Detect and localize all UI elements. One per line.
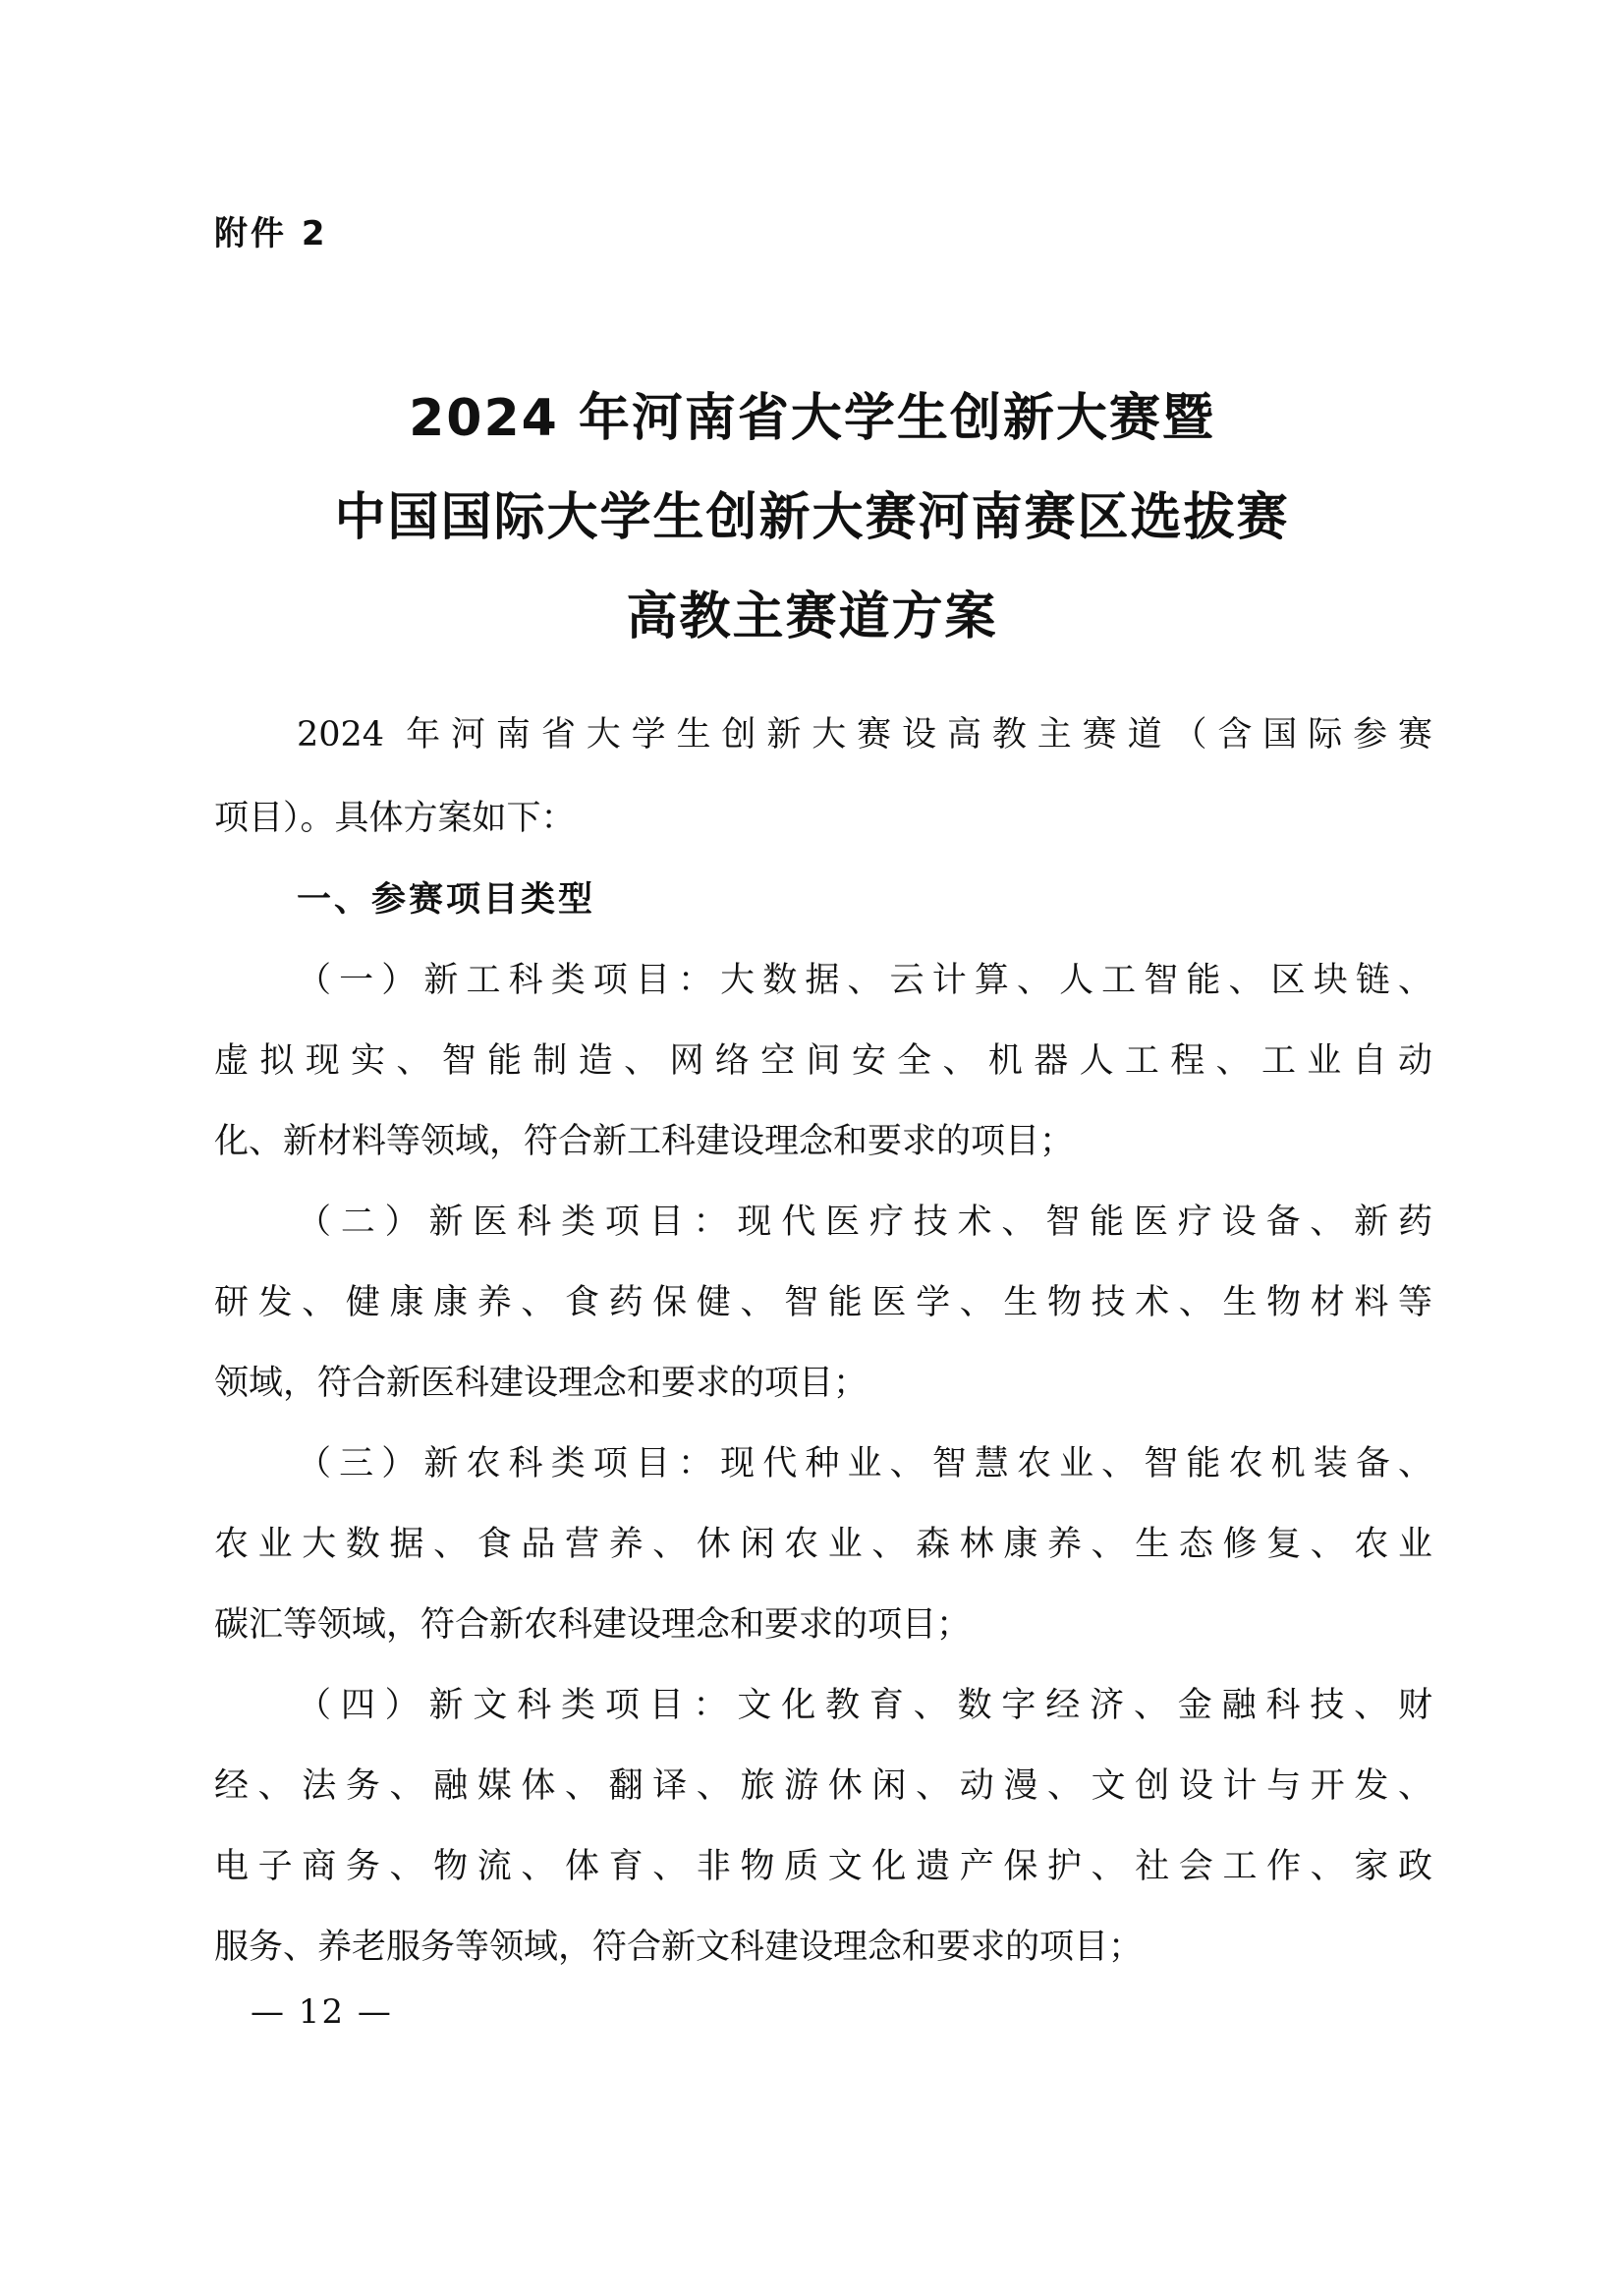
- section-heading: 一、参赛项目类型: [297, 880, 596, 920]
- item1-line-3: 化、新材料等领域，符合新工科建设理念和要求的项目；: [214, 1122, 1075, 1161]
- item4-line-4: 服务、养老服务等领域，符合新文科建设理念和要求的项目；: [214, 1928, 1144, 1967]
- item3-line-2: 农业大数据、食品营养、休闲农业、森林康养、生态修复、农业: [214, 1525, 1432, 1564]
- title-line-1: 2024 年河南省大学生创新大赛暨: [409, 389, 1215, 448]
- title-line-2: 中国国际大学生创新大赛河南赛区选拔赛: [334, 488, 1290, 547]
- item2-line-1: （二）新医科类项目：现代医疗技术、智能医疗设备、新药: [297, 1203, 1432, 1242]
- item4-line-1: （四）新文科类项目：文化教育、数字经济、金融科技、财: [297, 1686, 1432, 1725]
- item2-line-2: 研发、健康康养、食药保健、智能医学、生物技术、生物材料等: [214, 1283, 1432, 1322]
- item3-line-1: （三）新农科类项目：现代种业、智慧农业、智能农机装备、: [297, 1444, 1432, 1483]
- item1-line-1: （一）新工科类项目：大数据、云计算、人工智能、区块链、: [297, 961, 1432, 1000]
- item4-line-2: 经、法务、融媒体、翻译、旅游休闲、动漫、文创设计与开发、: [214, 1766, 1432, 1806]
- item4-line-3: 电子商务、物流、体育、非物质文化遗产保护、社会工作、家政: [214, 1847, 1432, 1886]
- intro-line-2: 项目）。具体方案如下：: [214, 799, 576, 838]
- item3-line-3: 碳汇等领域，符合新农科建设理念和要求的项目；: [214, 1605, 972, 1645]
- title-line-3: 高教主赛道方案: [626, 588, 998, 646]
- item2-line-3: 领域，符合新医科建设理念和要求的项目；: [214, 1364, 868, 1403]
- item1-line-2: 虚拟现实、智能制造、网络空间安全、机器人工程、工业自动: [214, 1041, 1432, 1081]
- intro-line-1: 2024 年河南省大学生创新大赛设高教主赛道（含国际参赛: [297, 715, 1432, 755]
- attachment-label: 附件 2: [214, 214, 328, 253]
- page-number: — 12 —: [251, 1992, 393, 2032]
